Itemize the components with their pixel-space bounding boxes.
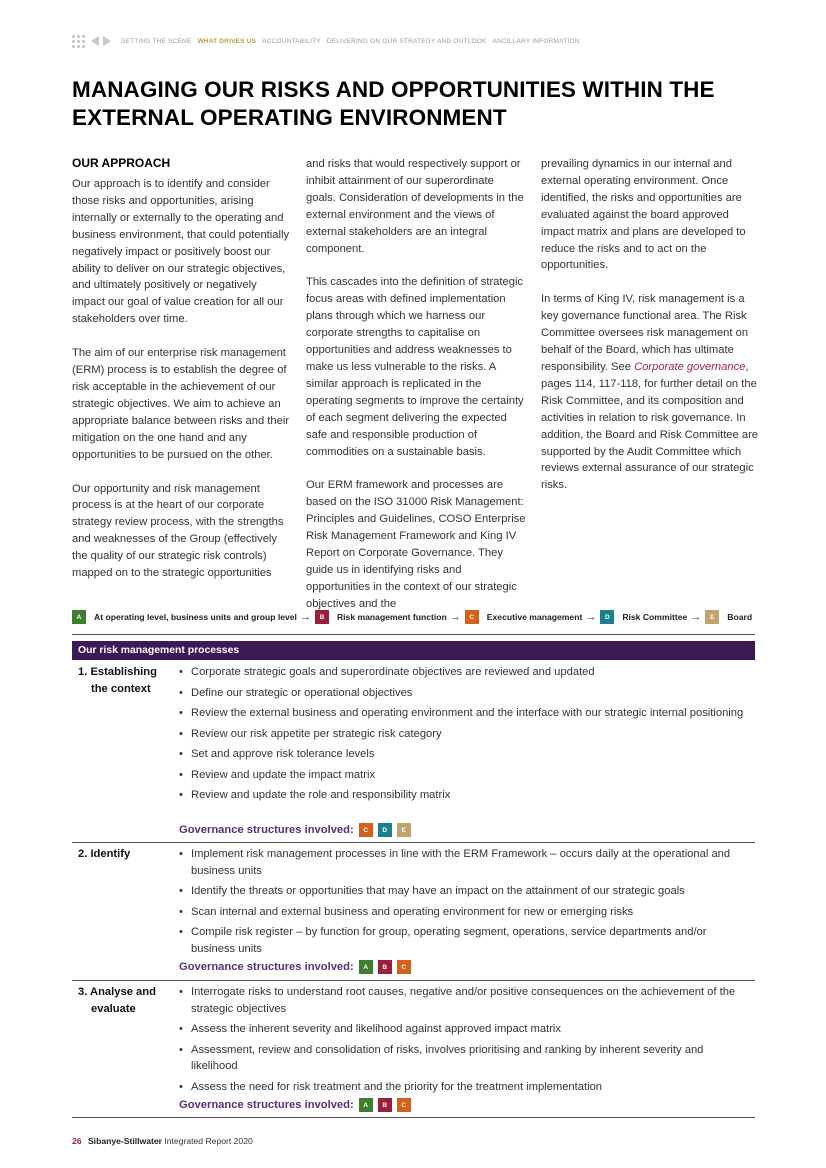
page-title: MANAGING OUR RISKS AND OPPORTUNITIES WITHIN THE EXTERNAL OPERATING ENVIRONMENT — [72, 77, 715, 130]
tab-delivering-on-our-strategy[interactable]: DELIVERING ON OUR STRATEGY AND OUTLOOK — [326, 37, 487, 45]
paragraph: Our ERM framework and processes are based on the ISO 31000 Risk Management: Principles and Guidelines, COSO Enterprise Risk Management Framework and King IV Report on Corporate Governance. They guide us in identifying risks and opportunities in the context of our strategic objectives and the — [306, 479, 526, 610]
previous-page-icon[interactable] — [91, 36, 99, 46]
list-item: • Review and update the role and responsibility matrix — [179, 787, 749, 804]
tab-accountability[interactable]: ACCOUNTABILITY — [262, 37, 321, 45]
tab-what-drives-us[interactable]: WHAT DRIVES US — [197, 37, 257, 45]
approach-column-2 — [306, 156, 526, 630]
list-item: • Scan internal and external business and operating environment for new or emerging risks — [179, 904, 749, 921]
bullet-list — [179, 846, 749, 961]
gov-badge-a: A — [359, 960, 373, 974]
legend-badge-c: C — [465, 610, 479, 624]
row-divider — [72, 980, 755, 981]
table-header: Our risk management processes — [72, 641, 755, 660]
gov-badge-a: A — [359, 1098, 373, 1112]
gov-badge-c: C — [359, 823, 373, 837]
legend-label-e: Board — [727, 612, 753, 622]
gov-badge-b: B — [378, 960, 392, 974]
governance-structures: Governance structures involved: A B C — [179, 1098, 411, 1112]
next-page-icon[interactable] — [103, 36, 111, 46]
legend-label-b: Risk management function — [336, 612, 447, 622]
row-divider — [72, 842, 755, 843]
gov-badge-c: C — [397, 960, 411, 974]
gov-badge-c: C — [397, 1098, 411, 1112]
governance-structures: Governance structures involved: C D E — [179, 823, 411, 837]
governance-legend — [72, 610, 755, 624]
paragraph: The aim of our enterprise risk management (ERM) process is to establish the degree of risk acceptable in the achievement of our strategic objectives. We aim to achieve an appropriate balance between risks and their mitigation on the one hand and any opportunities to be pursued on the other. — [72, 347, 290, 461]
legend-label-d: Risk Committee — [622, 612, 688, 622]
list-item: • Review and update the impact matrix — [179, 767, 749, 784]
section-heading: OUR APPROACH — [72, 156, 171, 170]
list-item: • Implement risk management processes in line with the ERM Framework – occurs daily at the operational and business units — [179, 846, 749, 879]
legend-badge-b: B — [315, 610, 329, 624]
list-item: • Compile risk register – by function for group, operating segment, operations, service departments and/or business units — [179, 924, 749, 957]
list-item: • Assess the need for risk treatment and the priority for the treatment implementation — [179, 1079, 749, 1096]
section-tabs — [121, 38, 586, 45]
tab-setting-the-scene[interactable]: SETTING THE SCENE — [121, 37, 192, 45]
paragraph: prevailing dynamics in our internal and external operating environment. Once identified, the risks and opportunities are evaluated against the board approved impact matrix and plans are developed to reduce the risks and to act on the opportunities. — [541, 158, 746, 272]
legend-label-a: At operating level, business units and group level — [94, 612, 297, 622]
page-number: 26 — [72, 1136, 82, 1146]
approach-column-1 — [72, 156, 292, 599]
approach-column-3 — [541, 156, 761, 511]
legend-label-c: Executive management — [486, 612, 583, 622]
paragraph: Our approach is to identify and consider those risks and opportunities, arising internally or externally to the operating and business environment, that could potentially negatively impact or positively boost our ability to deliver on our strategic objectives, and ultimately positively or negatively impact our goal of value creation for all our stakeholders over time. — [72, 178, 290, 326]
row-label: 3. Analyse and evaluate — [78, 986, 156, 1015]
gov-badge-e: E — [397, 823, 411, 837]
governance-structures: Governance structures involved: A B C — [179, 960, 411, 974]
gov-badge-b: B — [378, 1098, 392, 1112]
paragraph: This cascades into the definition of strategic focus areas with defined implementation plans through which we harness our corporate strengths to capitalise on opportunities and address weaknesses to make us less vulnerable to the risks. A similar approach is replicated in the operating segments to improve the certainty of each segment delivering the expected safe and responsible production of commodities on a sustainable basis. — [306, 276, 524, 458]
brand-name: Sibanye-Stillwater — [87, 1136, 162, 1146]
top-navigation — [72, 34, 586, 48]
grid-menu-icon[interactable] — [72, 35, 85, 48]
legend-badge-e: E — [705, 610, 719, 624]
row-label: 2. Identify — [78, 848, 131, 860]
bullet-list — [179, 664, 749, 808]
list-item: • Identify the threats or opportunities that may have an impact on the attainment of our strategic goals — [179, 883, 749, 900]
page-footer — [72, 1136, 253, 1146]
corporate-governance-link[interactable]: Corporate governance — [634, 360, 746, 373]
gov-badge-d: D — [378, 823, 392, 837]
legend-badge-d: D — [600, 610, 614, 624]
legend-badge-a: A — [72, 610, 86, 624]
divider — [72, 634, 755, 635]
row-divider — [72, 1117, 755, 1118]
paragraph: Our opportunity and risk management process is at the heart of our corporate strategy review process, with the strengths and weaknesses of the Group (effectively the quality of our strategic risk controls) mapped on to the strategic opportunities — [72, 482, 284, 580]
arrow-right-icon: → — [299, 611, 311, 623]
arrow-right-icon: → — [585, 611, 597, 623]
arrow-right-icon: → — [449, 611, 461, 623]
list-item: • Review the external business and operating environment and the interface with our strategic internal positioning — [179, 705, 749, 722]
paragraph: In terms of King IV, risk management is a key governance functional area. The Risk Committee oversees risk management on behalf of the Board, which has ultimate responsibility. See Corporate governance, pages 114, 117-118, for further detail on the Risk Committee, and its composition and activities in relation to risk governance. In addition, the Board and Risk Committee are supported by the Audit Committee which reviews external assurance of our strategic risks. — [541, 293, 759, 492]
list-item: • Interrogate risks to understand root causes, negative and/or positive consequences on the achievement of the strategic objectives — [179, 984, 749, 1017]
row-label: 1. Establishing the context — [78, 666, 157, 695]
paragraph: and risks that would respectively support or inhibit attainment of our superordinate goals. Consideration of developments in the external environment and the views of external stakeholders are an integral component. — [306, 158, 524, 255]
list-item: • Corporate strategic goals and superordinate objectives are reviewed and updated — [179, 664, 749, 681]
list-item: • Define our strategic or operational objectives — [179, 685, 749, 702]
list-item: • Review our risk appetite per strategic risk category — [179, 726, 749, 743]
arrow-right-icon: → — [690, 611, 702, 623]
list-item: • Set and approve risk tolerance levels — [179, 746, 749, 763]
list-item: • Assess the inherent severity and likelihood against approved impact matrix — [179, 1021, 749, 1038]
bullet-list — [179, 984, 749, 1099]
tab-ancillary-information[interactable]: ANCILLARY INFORMATION — [492, 37, 580, 45]
list-item: • Assessment, review and consolidation of risks, involves prioritising and ranking by inherent severity and likelihood — [179, 1042, 749, 1075]
report-name: Integrated Report 2020 — [164, 1136, 253, 1146]
